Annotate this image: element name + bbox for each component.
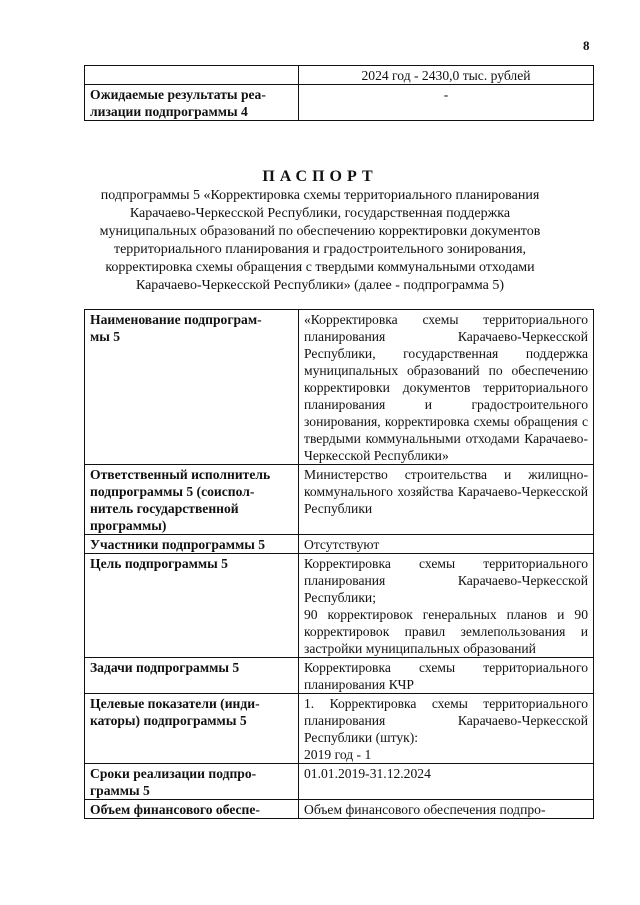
table-row	[85, 764, 594, 800]
expected-results-value: -	[299, 85, 594, 121]
row-value: «Корректировка схемы территориального планирования Карачаево-Черкесской Республики, государственная поддержка муниципальных образований по обеспечению корректировки документов территориального планирования и градостроительного зонирования, корректировка схемы обращения с твердыми коммунальными отходами Карачаево-Черкесской Республики»	[299, 310, 594, 465]
row-value: Объем финансового обеспечения подпро-	[299, 800, 594, 819]
row-value: 1. Корректировка схемы территориального планирования Карачаево-Черкесской Республики (штук): 2019 год - 1	[299, 694, 594, 764]
expected-results-label: Ожидаемые результаты реа- лизации подпрограммы 4	[85, 85, 299, 121]
row-label: Сроки реализации подпро- граммы 5	[85, 764, 299, 800]
table-row	[85, 535, 594, 554]
table-row	[85, 85, 594, 121]
table-row	[85, 465, 594, 535]
table-row	[85, 800, 594, 819]
row-label: Наименование подпрограм- мы 5	[85, 310, 299, 465]
page-number: 8	[583, 38, 590, 53]
passport-subtitle: подпрограммы 5 «Корректировка схемы территориального планирования Карачаево-Черкесской Республики, государственная поддержка муниципальных образований по обеспечению корректировки документов территориального планирования и градостроительного зонирования, корректировка схемы обращения с твердыми коммунальными отходами Карачаево-Черкесской Республики» (далее - подпрограмма 5)	[99, 188, 541, 293]
table-row	[85, 66, 594, 85]
row-label: Объем финансового обеспе-	[85, 800, 299, 819]
previous-subprogram-table	[84, 65, 594, 121]
row-value: Министерство строительства и жилищно-коммунального хозяйства Карачаево-Черкесской Республики	[299, 465, 594, 535]
row-value: Отсутствуют	[299, 535, 594, 554]
passport-table	[84, 309, 594, 819]
row-label: Задачи подпрограммы 5	[85, 658, 299, 694]
passport-heading: ПАСПОРТ	[262, 168, 378, 185]
table-row	[85, 694, 594, 764]
table-row	[85, 658, 594, 694]
row-label: Целевые показатели (инди- каторы) подпрограммы 5	[85, 694, 299, 764]
row-label: Ответственный исполнитель подпрограммы 5 (соиспол- нитель государственной программы)	[85, 465, 299, 535]
funding-2024-cell: 2024 год - 2430,0 тыс. рублей	[299, 66, 594, 85]
row-value: Корректировка схемы территориального планирования КЧР	[299, 658, 594, 694]
row-label: Цель подпрограммы 5	[85, 554, 299, 658]
table-row	[85, 310, 594, 465]
table-row	[85, 554, 594, 658]
row-label: Участники подпрограммы 5	[85, 535, 299, 554]
row-value: 01.01.2019-31.12.2024	[299, 764, 594, 800]
row-value: Корректировка схемы территориального планирования Карачаево-Черкесской Республики; 90 корректировок генеральных планов и 90 корректировок правил землепользования и застройки муниципальных образований	[299, 554, 594, 658]
table-cell-empty	[85, 66, 299, 85]
